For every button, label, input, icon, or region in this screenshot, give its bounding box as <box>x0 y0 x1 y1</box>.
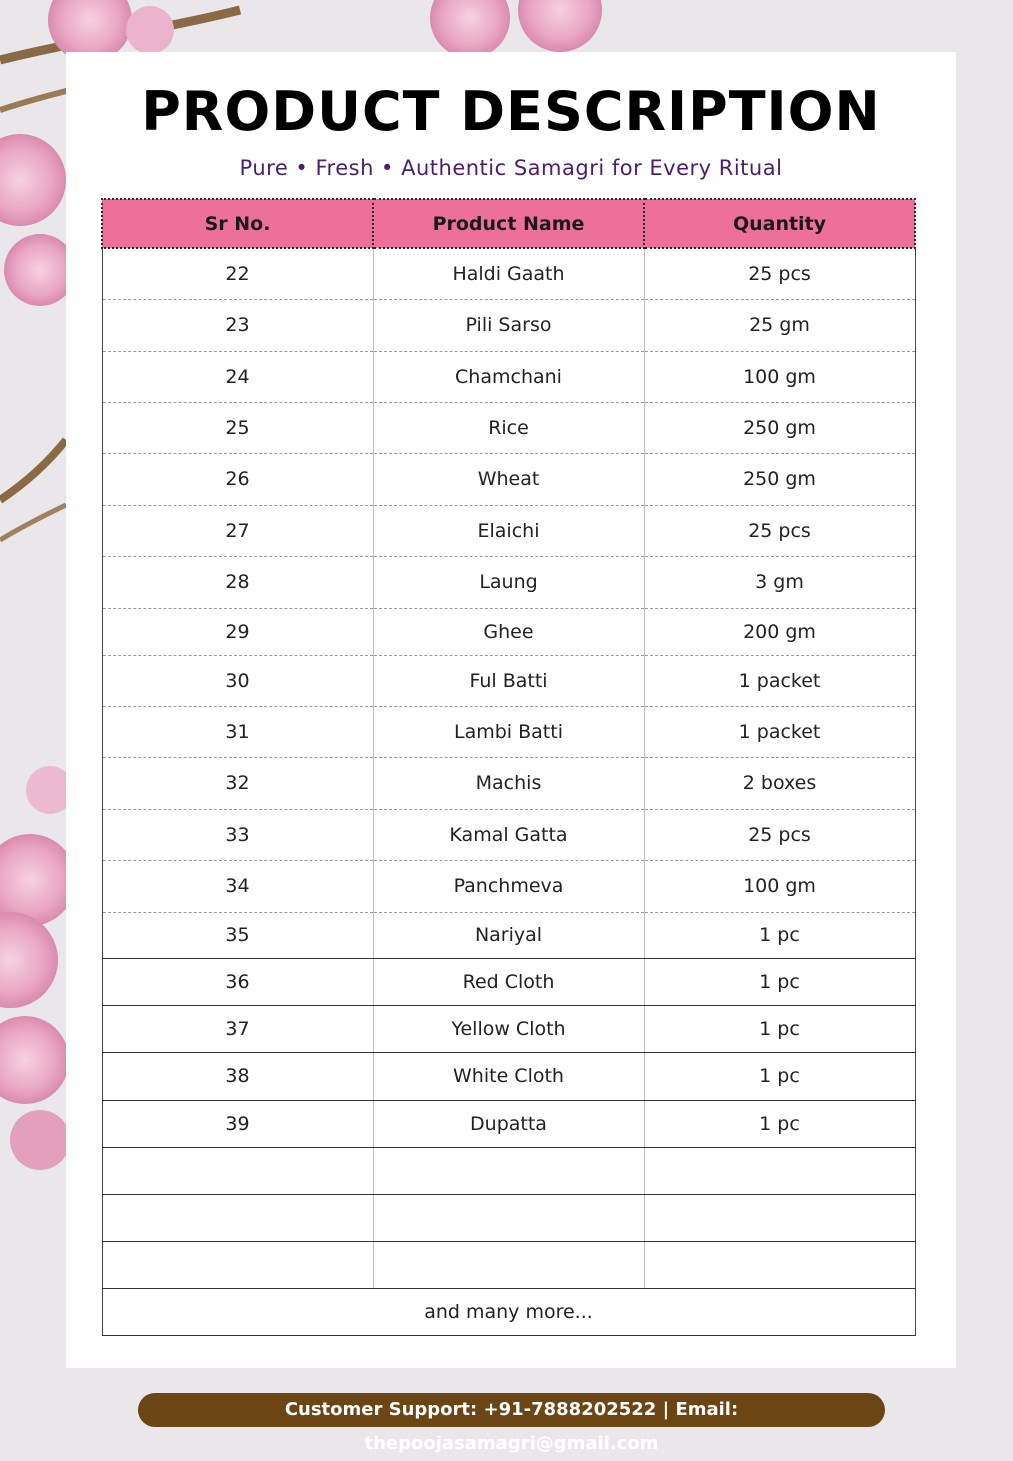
table-row <box>102 1052 915 1100</box>
page-title: PRODUCT DESCRIPTION <box>141 80 881 143</box>
quantity-cell: 1 pc <box>644 1100 915 1147</box>
quantity-cell: 3 gm <box>644 556 915 608</box>
quantity-cell: 1 pc <box>644 912 915 958</box>
quantity-cell: 1 packet <box>644 706 915 757</box>
quantity-cell: 2 boxes <box>644 757 915 809</box>
sr-no-cell: 29 <box>102 608 373 655</box>
product-name-cell: Ful Batti <box>373 655 644 706</box>
table-footer-row <box>102 1288 915 1335</box>
product-table <box>101 198 916 1336</box>
sr-no-cell: 36 <box>102 958 373 1005</box>
product-name-cell: Panchmeva <box>373 860 644 912</box>
table-header-row <box>102 199 915 248</box>
sr-no-cell: 38 <box>102 1052 373 1100</box>
column-header-sr-no: Sr No. <box>102 199 373 248</box>
table-row <box>102 706 915 757</box>
product-name-cell: Nariyal <box>373 912 644 958</box>
sr-no-cell: 37 <box>102 1005 373 1052</box>
product-name-cell: Haldi Gaath <box>373 248 644 299</box>
product-name-cell: Lambi Batti <box>373 706 644 757</box>
table-row <box>102 860 915 912</box>
more-items-note: and many more... <box>102 1288 915 1335</box>
product-name-cell: Laung <box>373 556 644 608</box>
quantity-cell: 250 gm <box>644 453 915 505</box>
quantity-cell: 200 gm <box>644 608 915 655</box>
sr-no-cell: 30 <box>102 655 373 706</box>
table-row <box>102 958 915 1005</box>
sr-no-cell: 28 <box>102 556 373 608</box>
table-row <box>102 299 915 351</box>
quantity-cell <box>644 1147 915 1194</box>
sr-no-cell: 32 <box>102 757 373 809</box>
sr-no-cell: 25 <box>102 402 373 453</box>
product-name-cell: Ghee <box>373 608 644 655</box>
table-row <box>102 1100 915 1147</box>
customer-support-banner: Customer Support: +91-7888202522 | Email: thepoojasamagri@gmail.com <box>138 1393 885 1427</box>
table-row <box>102 1194 915 1241</box>
product-name-cell: Yellow Cloth <box>373 1005 644 1052</box>
quantity-cell: 250 gm <box>644 402 915 453</box>
table-row <box>102 556 915 608</box>
quantity-cell: 25 pcs <box>644 248 915 299</box>
product-name-cell: Kamal Gatta <box>373 809 644 860</box>
product-name-cell: Wheat <box>373 453 644 505</box>
quantity-cell: 1 pc <box>644 1005 915 1052</box>
product-name-cell <box>373 1194 644 1241</box>
sr-no-cell: 33 <box>102 809 373 860</box>
quantity-cell: 25 pcs <box>644 809 915 860</box>
product-card <box>66 52 956 1368</box>
quantity-cell: 25 gm <box>644 299 915 351</box>
sr-no-cell <box>102 1241 373 1288</box>
table-row <box>102 757 915 809</box>
sr-no-cell: 27 <box>102 505 373 556</box>
quantity-cell: 100 gm <box>644 351 915 402</box>
product-name-cell <box>373 1147 644 1194</box>
quantity-cell <box>644 1241 915 1288</box>
table-row <box>102 1005 915 1052</box>
quantity-cell: 1 packet <box>644 655 915 706</box>
product-name-cell: White Cloth <box>373 1052 644 1100</box>
quantity-cell: 100 gm <box>644 860 915 912</box>
product-name-cell: Dupatta <box>373 1100 644 1147</box>
sr-no-cell: 34 <box>102 860 373 912</box>
column-header-product-name: Product Name <box>373 199 644 248</box>
product-name-cell: Red Cloth <box>373 958 644 1005</box>
table-row <box>102 505 915 556</box>
sr-no-cell <box>102 1147 373 1194</box>
table-row <box>102 402 915 453</box>
table-row <box>102 351 915 402</box>
table-row <box>102 608 915 655</box>
table-row <box>102 1147 915 1194</box>
table-row <box>102 453 915 505</box>
table-row <box>102 655 915 706</box>
table-row <box>102 912 915 958</box>
table-row <box>102 1241 915 1288</box>
product-name-cell: Chamchani <box>373 351 644 402</box>
column-header-quantity: Quantity <box>644 199 915 248</box>
sr-no-cell: 26 <box>102 453 373 505</box>
table-row <box>102 809 915 860</box>
quantity-cell: 25 pcs <box>644 505 915 556</box>
quantity-cell: 1 pc <box>644 958 915 1005</box>
product-name-cell: Pili Sarso <box>373 299 644 351</box>
product-name-cell: Elaichi <box>373 505 644 556</box>
product-name-cell: Machis <box>373 757 644 809</box>
sr-no-cell: 23 <box>102 299 373 351</box>
sr-no-cell: 31 <box>102 706 373 757</box>
quantity-cell <box>644 1194 915 1241</box>
sr-no-cell <box>102 1194 373 1241</box>
page-subtitle: Pure • Fresh • Authentic Samagri for Every Ritual <box>239 156 783 180</box>
table-row <box>102 248 915 299</box>
product-name-cell <box>373 1241 644 1288</box>
product-name-cell: Rice <box>373 402 644 453</box>
sr-no-cell: 39 <box>102 1100 373 1147</box>
sr-no-cell: 24 <box>102 351 373 402</box>
sr-no-cell: 22 <box>102 248 373 299</box>
sr-no-cell: 35 <box>102 912 373 958</box>
quantity-cell: 1 pc <box>644 1052 915 1100</box>
